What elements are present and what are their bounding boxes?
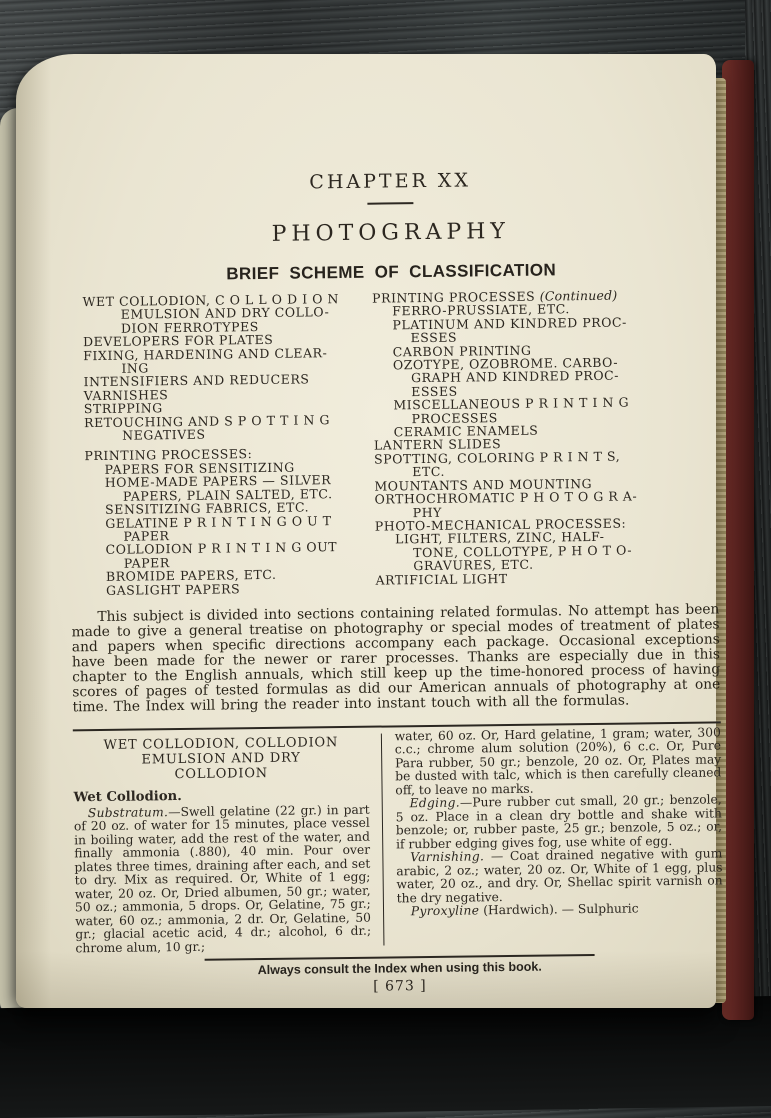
formula-heading [73, 734, 369, 783]
formula-left-text [74, 803, 372, 955]
scheme-line: PRINTING PROCESSES (Continued) [372, 287, 618, 306]
scheme-line: VARNISHES [83, 386, 169, 404]
scheme-line: INTENSIFIERS AND REDUCERS [83, 371, 310, 390]
scheme-line: LIGHT, FILTERS, ZINC, HALF- [394, 529, 605, 547]
scheme-column-left [67, 292, 375, 598]
formula-paragraph: Pyroxyline (Hardwich). — Sulphuric [410, 901, 639, 919]
scheme-line: DION FERROTYPES [120, 318, 259, 336]
scheme-line: PRINTING PROCESSES: [84, 446, 253, 464]
scheme-line: PROCESSES [411, 409, 498, 426]
scheme-line: BROMIDE PAPERS, ETC. [105, 566, 277, 585]
scheme-line: HOME-MADE PAPERS — SILVER [104, 472, 332, 491]
classification-subtitle: BRIEF SCHEME OF CLASSIFICATION [226, 260, 557, 284]
formula-heading-line: EMULSION AND DRY [141, 750, 301, 768]
scheme-line: ARTIFICIAL LIGHT [375, 570, 508, 588]
book-cover [722, 60, 754, 1020]
scheme-line: SENSITIZING FABRICS, ETC. [105, 499, 310, 518]
scheme-line: CARBON PRINTING [392, 342, 532, 360]
formula-column-right [381, 726, 724, 952]
scheme-line: PAPER [123, 554, 170, 571]
scheme-line: STRIPPING [83, 400, 163, 417]
formula-paragraph: Varnishing. — Coat drained negative with gum arabic, 2 oz.; water, 20 oz. Or, White of 1 egg, plus water, 20 oz., and dry. Or, Shellac spirit varnish on the dry negative. [396, 846, 723, 906]
scheme-column-right [372, 287, 719, 593]
scheme-line: COLLODION P R I N T I N G OUT [105, 539, 338, 558]
scheme-line: RETOUCHING AND S P O T T I N G [83, 411, 331, 430]
scheme-line: CERAMIC ENAMELS [393, 422, 539, 440]
classification-scheme [67, 287, 719, 597]
formula-paragraph: Edging.—Pure rubber cut small, 20 gr.; benzole, 5 oz. Place in a clean dry bottle and shake with benzole; or, rubber paste, 25 gr.; benzole, 5 oz.; or, if rubber edging gives fog, use white of egg. [395, 792, 723, 852]
scheme-line: GRAVURES, ETC. [413, 556, 534, 574]
page-title: PHOTOGRAPHY [271, 218, 511, 247]
scheme-line: GELATINE P R I N T I N G O U T [105, 512, 332, 531]
scheme-line: MISCELLANEOUS P R I N T I N G [393, 394, 630, 413]
scheme-line: OZOTYPE, OZOBROME. CARBO- [392, 354, 619, 373]
scheme-line: SPOTTING, COLORING P R I N T S, [373, 448, 621, 467]
scheme-line: FIXING, HARDENING AND CLEAR- [83, 344, 328, 363]
formula-right-text [395, 726, 723, 919]
scheme-line: ESSES [411, 383, 458, 400]
scheme-line: WET COLLODION, C O L L O D I O N [82, 291, 340, 310]
book-page [16, 54, 723, 1008]
scheme-line: PAPERS, PLAIN SALTED, ETC. [122, 485, 333, 504]
scheme-line: GASLIGHT PAPERS [106, 580, 241, 598]
formula-section [73, 726, 724, 955]
footer-note: Always consult the Index when using this book. [257, 959, 542, 977]
scheme-line: EMULSION AND DRY COLLO- [120, 304, 330, 323]
page-content [66, 166, 724, 998]
formula-subheading: Wet Collodion. [73, 788, 182, 806]
formula-paragraph: Substratum.—Swell gelatine (22 gr.) in part of 20 oz. of water for 15 minutes, place vessel in boiling water, add the rest of the water, and finally ammonia (.880), 40 min. Pour over plates three times, draining after each, and set to dry. Mix as required. Or, White of 1 egg; water, 20 oz. Or, Dried albumen, 50 gr.; water, 50 oz.; ammonia, 5 drops. Or, Gelatine, 75 gr.; water, 60 oz.; ammonia, 2 dr. Or, Gelatine, 50 gr.; glacial acetic acid, 4 dr.; alcohol, 6 dr.; chrome alum, 10 gr.; [73, 802, 372, 956]
scheme-line: ETC. [412, 464, 446, 480]
scheme-line: DEVELOPERS FOR PLATES [82, 332, 274, 350]
scheme-line: TONE, COLLOTYPE, P H O T O- [413, 542, 633, 560]
formula-heading-line: WET COLLODION, COLLODION [103, 734, 339, 753]
scheme-line: ORTHOCHROMATIC P H O T O G R A- [374, 488, 638, 507]
scheme-line: PAPERS FOR SENSITIZING [104, 459, 295, 477]
scheme-line: PHY [412, 504, 443, 520]
scheme-line: PHOTO-MECHANICAL PROCESSES: [374, 515, 627, 534]
scheme-line: ESSES [410, 329, 458, 346]
scheme-line: PLATINUM AND KINDRED PROC- [392, 314, 627, 333]
page-number: [ 673 ] [373, 977, 427, 995]
intro-paragraph: This subject is divided into sections containing related formulas. No attempt has been made to give a general treatise on photography or special modes of treatment of plates and papers when specific directions accompany each package. Occasional exceptions have been made for the newer or rarer processes. Thanks are especially due in this chapter to the English annuals, which still keep up the time-honored process of having scores of pages of tested formulas as did our American annuals of photography at one time. The Index will bring the reader into instant touch with all the formulas. [71, 601, 721, 716]
scheme-line: NEGATIVES [122, 426, 206, 443]
chapter-divider [367, 202, 413, 205]
scheme-line: ING [121, 360, 149, 376]
formula-heading-line: COLLODION [174, 765, 268, 782]
scheme-line: PAPER [123, 528, 170, 544]
scheme-line: FERRO-PRUSSIATE, ETC. [392, 301, 570, 319]
scheme-line: GRAPH AND KINDRED PROC- [410, 368, 620, 386]
book-bottom-shadow [0, 996, 771, 1118]
scheme-line: LANTERN SLIDES [373, 436, 502, 454]
chapter-heading: CHAPTER XX [309, 169, 472, 194]
formula-paragraph: water, 60 oz. Or, Hard gelatine, 1 gram; water, 300 c.c.; chrome alum solution (20%), 6 c.c. Or, Pure Para rubber, 50 gr.; benzole, 20 oz. Or, Plates may be dusted with talc, which is then carefully cleaned off, to leave no marks. [394, 725, 722, 798]
scheme-line: MOUNTANTS AND MOUNTING [374, 475, 593, 494]
formula-column-left [73, 730, 383, 955]
